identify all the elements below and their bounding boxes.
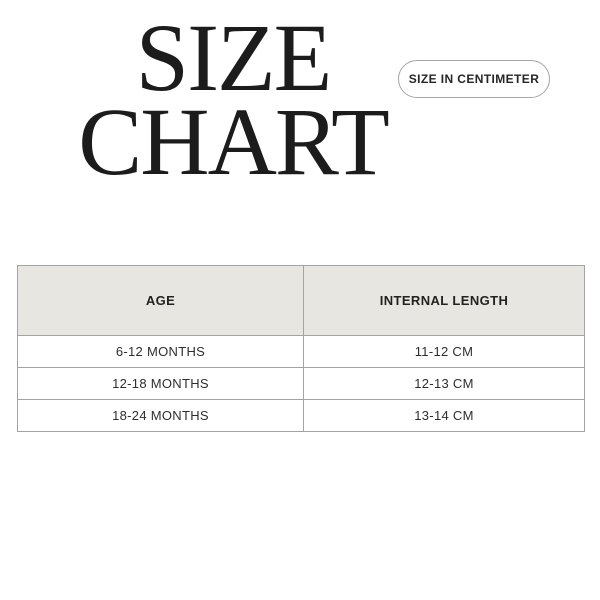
- table-row: [18, 368, 585, 400]
- table-row: [18, 336, 585, 368]
- table-row: [18, 400, 585, 432]
- age-cell: 18-24 MONTHS: [18, 400, 304, 432]
- title-line-chart: CHART: [78, 88, 388, 195]
- size-table: [17, 265, 585, 432]
- internal-length-cell: 11-12 CM: [304, 336, 585, 368]
- table-header-row: [18, 266, 585, 336]
- page-title: [0, 4, 466, 195]
- age-cell: 6-12 MONTHS: [18, 336, 304, 368]
- internal-length-column-header: INTERNAL LENGTH: [304, 266, 585, 336]
- title-line-size: SIZE: [135, 4, 331, 111]
- age-column-header: AGE: [18, 266, 304, 336]
- age-cell: 12-18 MONTHS: [18, 368, 304, 400]
- unit-badge-label: SIZE IN CENTIMETER: [408, 72, 540, 86]
- unit-badge: [398, 60, 550, 98]
- internal-length-cell: 13-14 CM: [304, 400, 585, 432]
- internal-length-cell: 12-13 CM: [304, 368, 585, 400]
